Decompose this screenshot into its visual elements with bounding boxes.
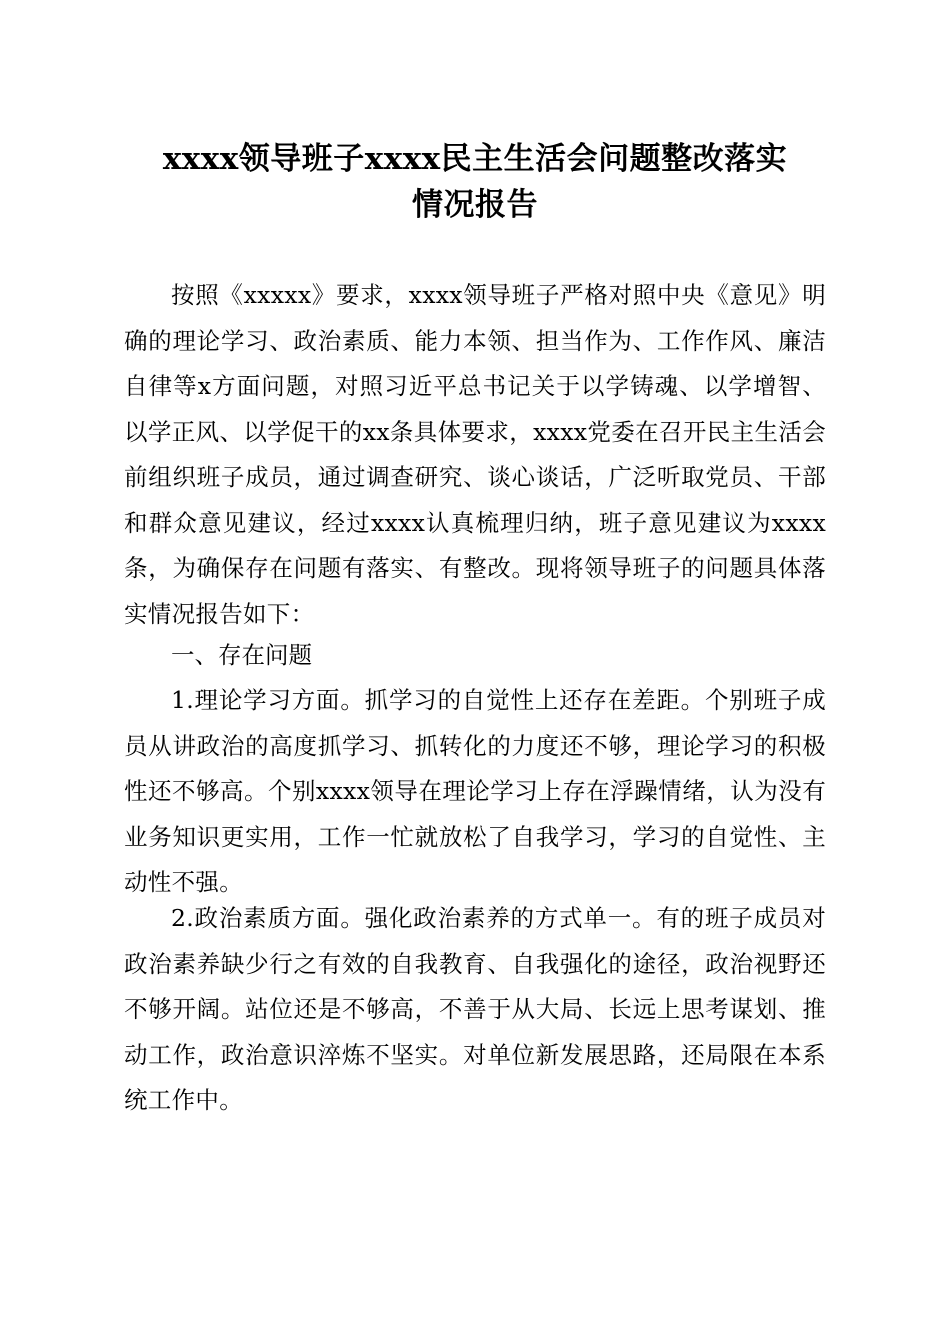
problem-item-theory-study: 1.理论学习方面。抓学习的自觉性上还存在差距。个别班子成员从讲政治的高度抓学习、抓转化的力度还不够，理论学习的积极性还不够高。个别xxxx领导在理论学习上存在浮躁情绪，认为没有业务知识更实用，工作一忙就放松了自我学习，学习的自觉性、主动性不强。 [124, 686, 826, 896]
title-line-2: 情况报告 [412, 187, 538, 223]
section-heading: 一、存在问题 [171, 641, 312, 669]
document-title [100, 136, 850, 228]
title-line-1: xxxx领导班子xxxx民主生活会问题整改落实 [162, 141, 788, 177]
problem-item-political-quality: 2.政治素质方面。强化政治素养的方式单一。有的班子成员对政治素养缺少行之有效的自我教育、自我强化的途径，政治视野还不够开阔。站位还是不够高，不善于从大局、长远上思考谋划、推动工作，政治意识淬炼不坚实。对单位新发展思路，还局限在本系统工作中。 [124, 904, 826, 1114]
intro-paragraph: 按照《xxxxx》要求，xxxx领导班子严格对照中央《意见》明确的理论学习、政治素质、能力本领、担当作为、工作作风、廉洁自律等x方面问题，对照习近平总书记关于以学铸魂、以学增智、以学正风、以学促干的xx条具体要求，xxxx党委在召开民主生活会前组织班子成员，通过调查研究、谈心谈话，广泛听取党员、干部和群众意见建议，经过xxxx认真梳理归纳，班子意见建议为xxxx条，为确保存在问题有落实、有整改。现将领导班子的问题具体落实情况报告如下： [124, 281, 826, 628]
